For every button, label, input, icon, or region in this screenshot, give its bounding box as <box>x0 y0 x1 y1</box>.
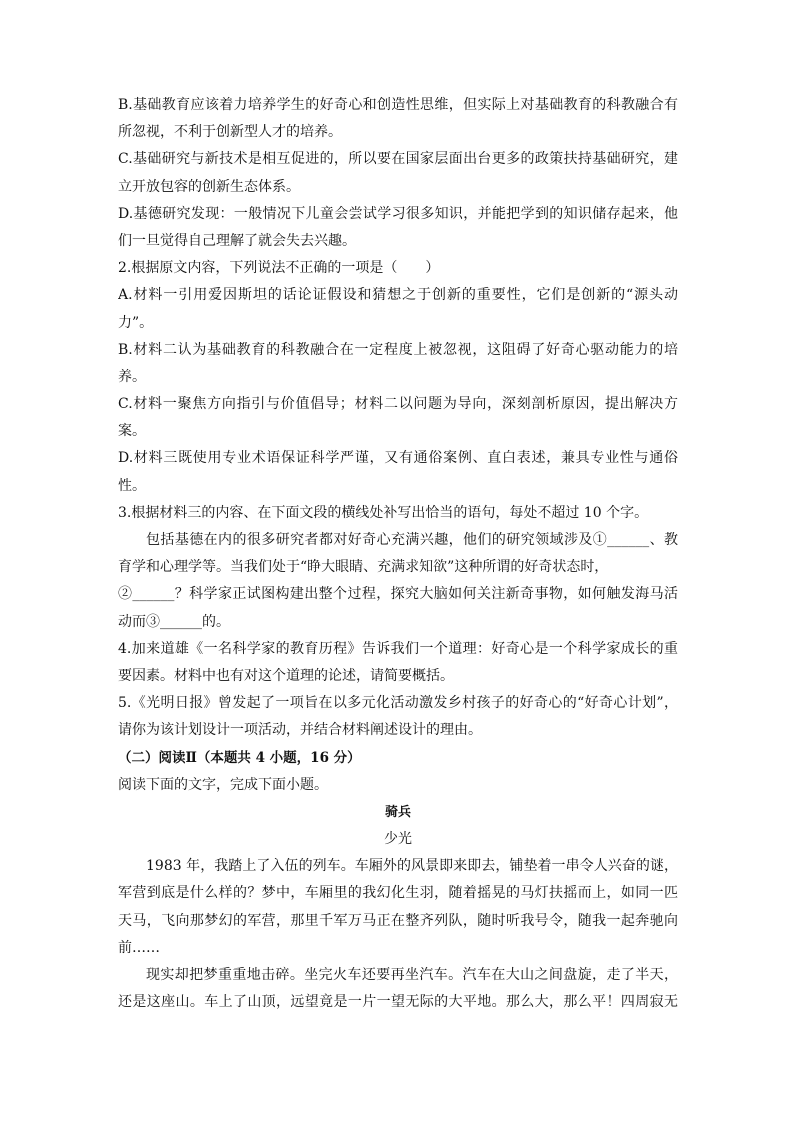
q2-option-c-line-1: C.材料一聚焦方向指引与价值倡导；材料二以问题为导向，深刻剖析原因，提出解决方 <box>118 396 678 413</box>
q3-passage-line-3: ②______？科学家正试图构建出整个过程，探究大脑如何关注新奇事物，如何触发海马活 <box>118 586 678 603</box>
question-5-line-2: 请你为该计划设计一项活动，并结合材料阐述设计的理由。 <box>118 722 482 739</box>
document-body <box>118 92 678 1016</box>
q3-passage-line-1: 包括基德在内的很多研究者都对好奇心充满兴趣，他们的研究领域涉及①______、教 <box>146 532 678 548</box>
article-author: 少光 <box>384 831 412 848</box>
option-c-line-2: 立开放包容的创新生态体系。 <box>118 178 300 195</box>
option-b-line-2: 所忽视，不利于创新型人才的培养。 <box>118 124 342 141</box>
question-4-line-2: 要因素。材料中也有对这个道理的论述，请简要概括。 <box>118 667 454 684</box>
question-5-line-1: 5.《光明日报》曾发起了一项旨在以多元化活动激发乡村孩子的好奇心的“好奇心计划”， <box>118 695 678 712</box>
article-para-2-line-2: 还是这座山。车上了山顶，远望竟是一片一望无际的大平地。那么大，那么平！四周寂无 <box>118 994 678 1011</box>
article-para-2-line-1: 现实却把梦重重地击碎。坐完火车还要再坐汽车。汽车在大山之间盘旋，走了半天， <box>146 967 678 983</box>
article-title: 骑兵 <box>384 804 411 820</box>
q3-passage-line-2: 育学和心理学等。当我们处于“睁大眼睛、充满求知欲”这种所谓的好奇状态时， <box>118 559 609 576</box>
question-4-line-1: 4.加来道雄《一名科学家的教育历程》告诉我们一个道理：好奇心是一个科学家成长的重 <box>118 640 678 657</box>
option-b-line-1: B.基础教育应该着力培养学生的好奇心和创造性思维，但实际上对基础教育的科教融合有 <box>118 97 678 113</box>
option-c-line-1: C.基础研究与新技术是相互促进的，所以要在国家层面出台更多的政策扶持基础研究，建 <box>118 151 678 168</box>
question-3-stem: 3.根据材料三的内容、在下面文段的横线处补写出恰当的语句，每处不超过 10 个字。 <box>118 504 649 521</box>
option-d-line-2: 们一旦觉得自己理解了就会失去兴趣。 <box>118 232 356 249</box>
article-para-1-line-4: 前…… <box>118 939 160 956</box>
q2-option-b-line-1: B.材料二认为基础教育的科教融合在一定程度上被忽视，这阻碍了好奇心驱动能力的培 <box>118 341 678 358</box>
article-para-1-line-3: 天马，飞向那梦幻的军营，那里千军万马正在整齐列队，随时听我号令，随我一起奔驰向 <box>118 912 678 929</box>
question-2-stem: 2.根据原文内容，下列说法不正确的一项是（ ） <box>118 260 440 277</box>
article-para-1-line-1: 1983 年，我踏上了入伍的列车。车厢外的风景即来即去，铺垫着一串令人兴奋的谜， <box>146 858 678 875</box>
reading-instruction: 阅读下面的文字，完成下面小题。 <box>118 776 328 793</box>
q2-option-d-line-2: 性。 <box>118 477 146 494</box>
q2-option-b-line-2: 养。 <box>118 368 146 385</box>
article-para-1-line-2: 军营到底是什么样的？梦中，车厢里的我幻化生羽，随着摇晃的马灯扶摇而上，如同一匹 <box>118 885 678 902</box>
option-d-line-1: D.基德研究发现：一般情况下儿童会尝试学习很多知识，并能把学到的知识储存起来，他 <box>118 205 678 222</box>
q3-passage-line-4: 动而③______的。 <box>118 613 230 630</box>
section-heading: （二）阅读Ⅱ（本题共 4 小题，16 分） <box>118 749 361 766</box>
q2-option-a-line-1: A.材料一引用爱因斯坦的话论证假设和猜想之于创新的重要性，它们是创新的“源头动 <box>118 287 678 304</box>
q2-option-c-line-2: 案。 <box>118 423 146 440</box>
q2-option-a-line-2: 力”。 <box>118 314 154 331</box>
q2-option-d-line-1: D.材料三既使用专业术语保证科学严谨，又有通俗案例、直白表述，兼具专业性与通俗 <box>118 450 678 467</box>
